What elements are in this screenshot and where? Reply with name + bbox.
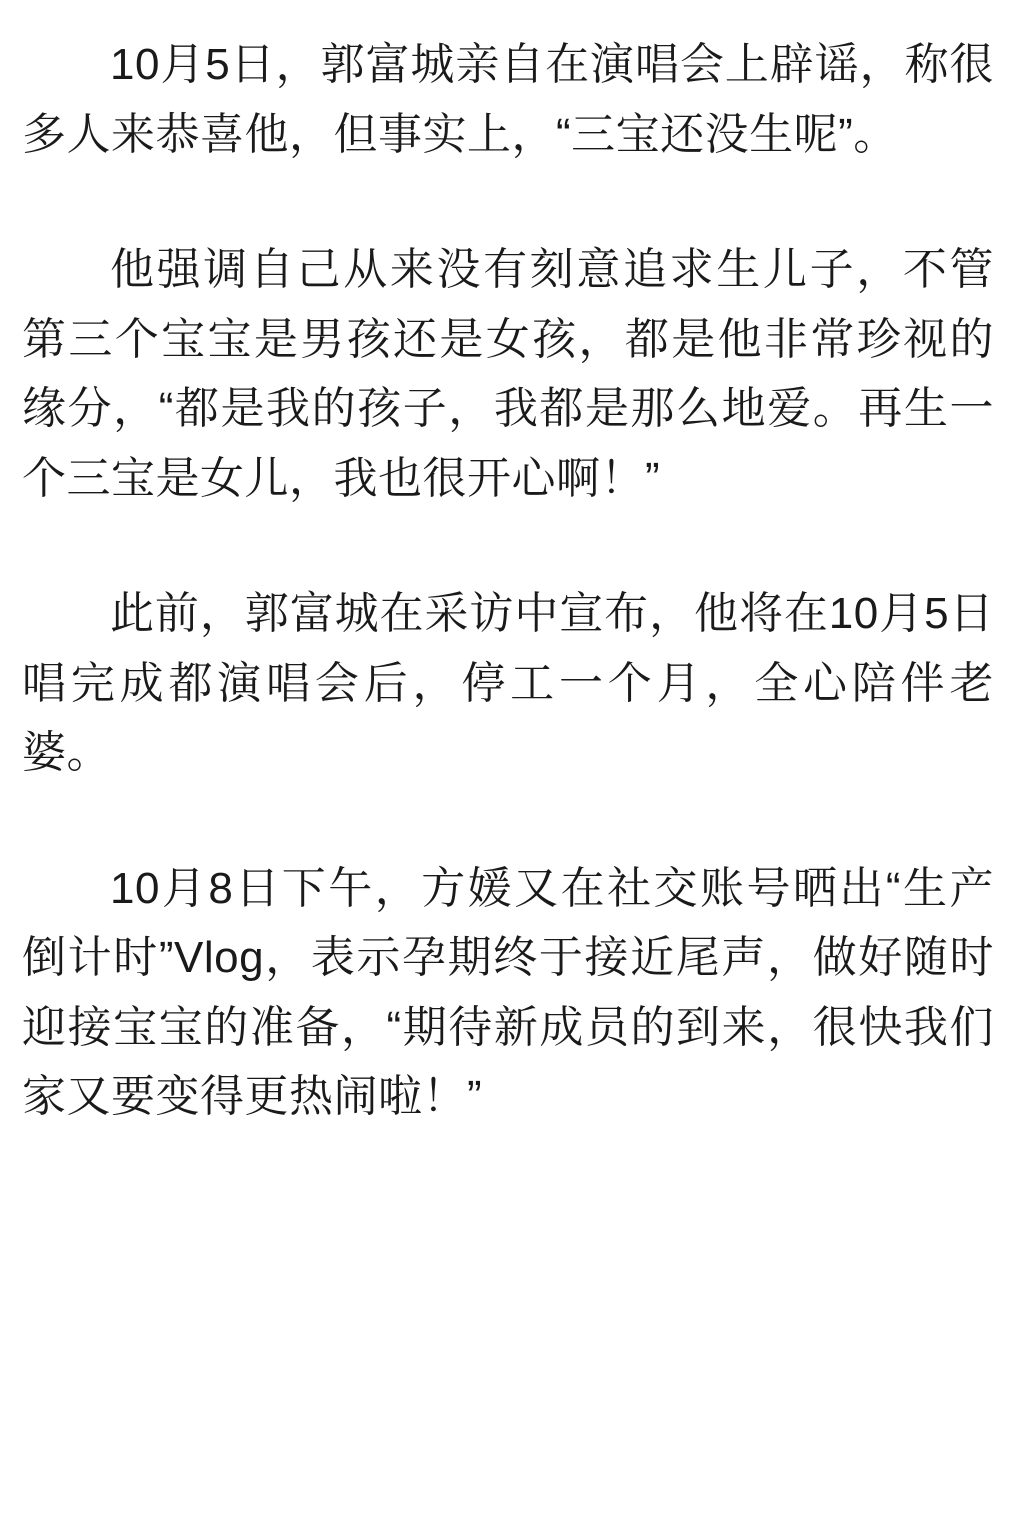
article-paragraph: 他强调自己从来没有刻意追求生儿子，不管第三个宝宝是男孩还是女孩，都是他非常珍视的缘分，“都是我的孩子，我都是那么地爱。再生一个三宝是女儿，我也很开心啊！” xyxy=(22,245,994,503)
article-paragraph: 10月8日下午，方媛又在社交账号晒出“生产倒计时”Vlog，表示孕期终于接近尾声，做好随时迎接宝宝的准备，“期待新成员的到来，很快我们家又要变得更热闹啦！” xyxy=(22,863,994,1122)
article-paragraph: 此前，郭富城在采访中宣布，他将在10月5日唱完成都演唱会后，停工一个月，全心陪伴老婆。 xyxy=(22,589,994,778)
article-paragraph: 10月5日，郭富城亲自在演唱会上辟谣，称很多人来恭喜他，但事实上，“三宝还没生呢”。 xyxy=(22,40,994,159)
